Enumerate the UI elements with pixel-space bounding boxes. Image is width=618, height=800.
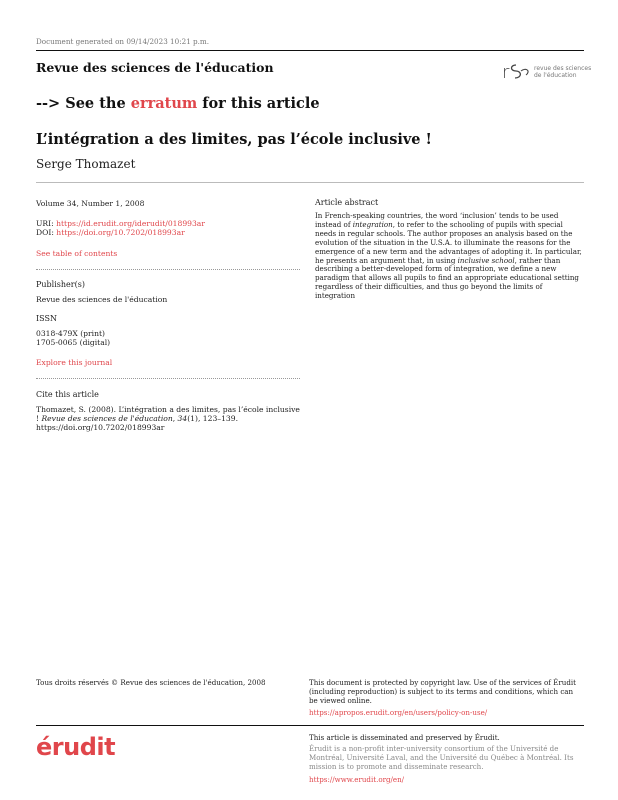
erudit-description: Érudit is a non-profit inter-university consortium of the Université de Montréal, Université Laval, and the Université du Québec à Montréal. Its mission is to promote and disseminate research. (309, 744, 574, 771)
cite-label: Cite this article (36, 390, 99, 399)
dotted-divider (36, 378, 300, 379)
publisher-label: Publisher(s) (36, 280, 85, 289)
uri-link[interactable]: https://id.erudit.org/iderudit/018993ar (56, 219, 205, 228)
top-rule (36, 50, 584, 51)
article-title: L’intégration a des limites, pas l’école inclusive ! (36, 131, 432, 148)
logo-text: revue des sciences de l'éducation (534, 65, 592, 79)
doi-line: DOI: https://doi.org/10.7202/018993ar (36, 228, 185, 237)
volume-info: Volume 34, Number 1, 2008 (36, 199, 145, 208)
section-divider (36, 182, 584, 183)
erudit-website-link[interactable]: https://www.erudit.org/en/ (309, 775, 405, 784)
policy-link[interactable]: https://apropos.erudit.org/en/users/policy-on-use/ (309, 708, 488, 717)
erratum-notice: --> See the erratum for this article (36, 95, 320, 112)
footer-rule (36, 725, 584, 726)
issn-label: ISSN (36, 314, 57, 323)
erudit-logo: érudit (36, 733, 116, 761)
abstract-label: Article abstract (315, 198, 379, 207)
publisher-value: Revue des sciences de l'éducation (36, 295, 168, 304)
article-author: Serge Thomazet (36, 157, 136, 171)
issn-digital: 1705-0065 (digital) (36, 338, 111, 347)
journal-logo (502, 59, 592, 85)
disseminated-notice: This article is disseminated and preserved by Érudit. (309, 733, 500, 742)
doi-link[interactable]: https://doi.org/10.7202/018993ar (56, 228, 185, 237)
table-of-contents-link[interactable]: See table of contents (36, 249, 118, 258)
generated-date: Document generated on 09/14/2023 10:21 p.m. (36, 37, 210, 46)
abstract-text: In French-speaking countries, the word ‘inclusion’ tends to be used instead of integration, to refer to the schooling of pupils with special needs in regular schools. The author proposes an analysis based on the evolution of the situation in the U.S.A. to illuminate the reasons for the emergence of a new term and the advantages of adopting it. In particular, he presents an argument that, in using inclusive school, rather than describing a better-developed form of integration, we define a new paradigm that allows all pupils to find an appropriate educational setting regardless of their difficulties, and thus go beyond the limits of integration (315, 211, 582, 301)
copyright-notice: This document is protected by copyright law. Use of the services of Érudit (including reproduction) is subject to its terms and conditions, which can be viewed online. (309, 678, 576, 705)
rights-notice: Tous droits réservés © Revue des sciences de l'éducation, 2008 (36, 678, 266, 687)
citation-text: Thomazet, S. (2008). L’intégration a des limites, pas l’école inclusive ! Revue des sciences de l'éducation, 34(1), 123–139. https://doi.org/10.7202/018993ar (36, 405, 300, 433)
dotted-divider (36, 269, 300, 270)
uri-line: URI: https://id.erudit.org/iderudit/018993ar (36, 219, 205, 228)
explore-journal-link[interactable]: Explore this journal (36, 358, 113, 367)
rse-logo-icon (502, 59, 532, 85)
svg-text:r: r (502, 62, 510, 83)
erratum-link[interactable]: erratum (130, 95, 198, 112)
journal-name: Revue des sciences de l'éducation (36, 60, 274, 75)
issn-print: 0318-479X (print) (36, 329, 105, 338)
